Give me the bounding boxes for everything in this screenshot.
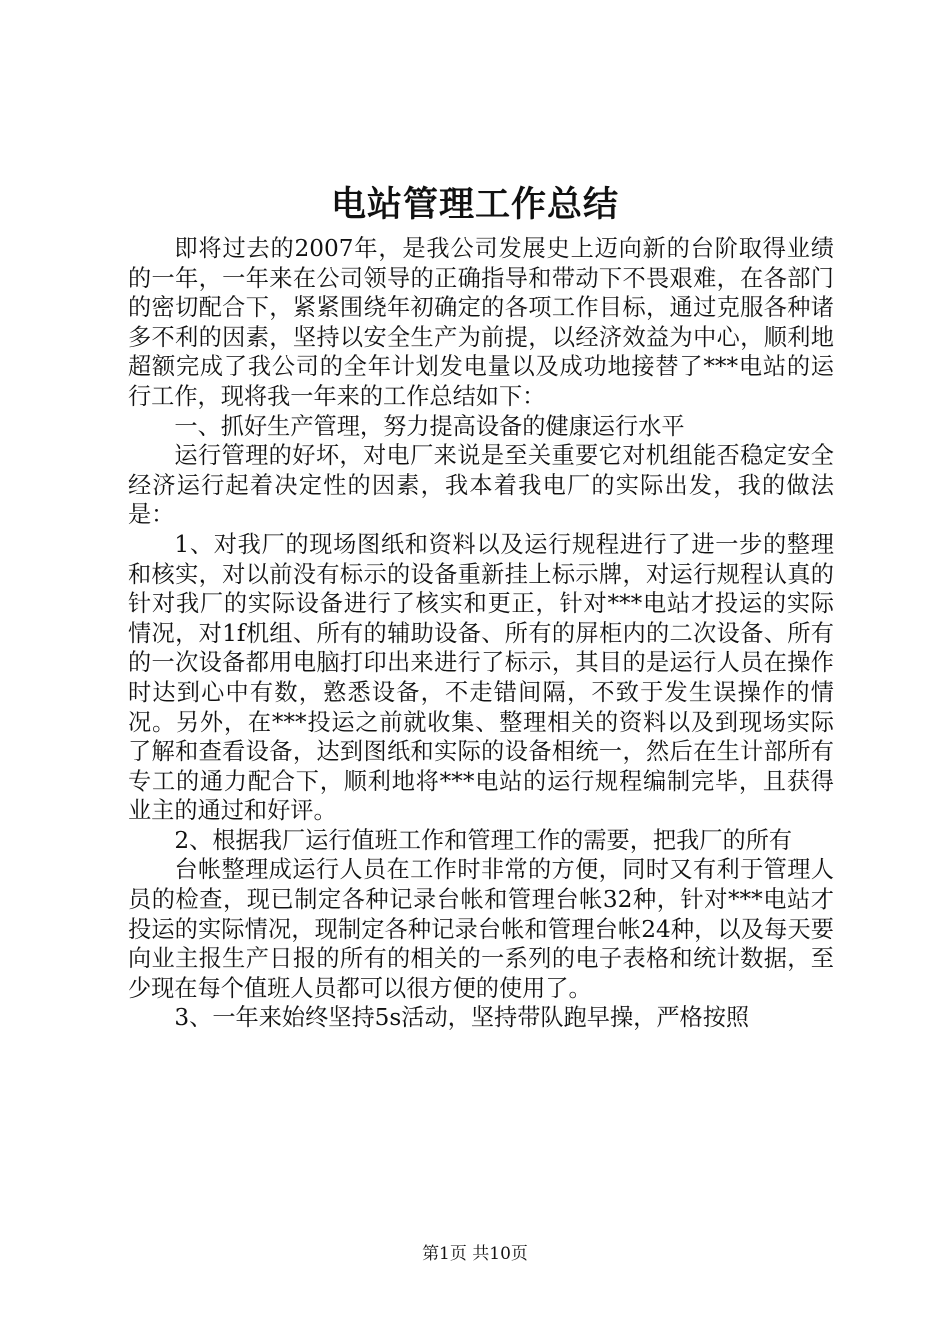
document-body (128, 234, 834, 1033)
list-item-1: 1、对我厂的现场图纸和资料以及运行规程进行了进一步的整理和核实，对以前没有标示的设备重新挂上标示牌，对运行规程认真的针对我厂的实际设备进行了核实和更正，针对***电站才投运的实际情况，对1f机组、所有的辅助设备、所有的屏柜内的二次设备、所有的一次设备都用电脑打印出来进行了标示，其目的是运行人员在操作时达到心中有数，憝悉设备，不走错间隔，不致于发生误操作的情况。另外，在***投运之前就收集、整理相关的资料以及到现场实际了解和查看设备，达到图纸和实际的设备相统一，然后在生计部所有专工的通力配合下，顺利地将***电站的运行规程编制完毕，且获得业主的通过和好评。 (128, 530, 834, 825)
section-paragraph: 运行管理的好坏，对电厂来说是至关重要它对机组能否稳定安全经济运行起着决定性的因素，我本着我电厂的实际出发，我的做法是： (128, 442, 834, 529)
page-footer: 第1页 共10页 (422, 1244, 528, 1264)
document-title: 电站管理工作总结 (330, 184, 619, 225)
section-heading-1: 一、抓好生产管理，努力提高设备的健康运行水平 (174, 412, 685, 440)
list-item-2: 2、根据我厂运行值班工作和管理工作的需要，把我厂的所有 (174, 826, 793, 854)
list-item-3: 3、一年来始终坚持5s活动，坚持带队跑早操，严格按照 (174, 1004, 750, 1032)
list-item-2-continuation: 台帐整理成运行人员在工作时非常的方便，同时又有利于管理人员的检查，现已制定各种记录台帐和管理台帐32种，针对***电站才投运的实际情况，现制定各种记录台帐和管理台帐24种，以及每天要向业主报生产日报的所有的相关的一系列的电子表格和统计数据，至少现在每个值班人员都可以很方便的使用了。 (128, 856, 834, 1002)
intro-paragraph: 即将过去的2007年，是我公司发展史上迈向新的台阶取得业绩的一年，一年来在公司领导的正确指导和带动下不畏艰难，在各部门的密切配合下，紧紧围绕年初确定的各项工作目标，通过克服各种诸多不利的因素，坚持以安全生产为前提，以经济效益为中心，顺利地超额完成了我公司的全年计划发电量以及成功地接替了***电站的运行工作，现将我一年来的工作总结如下： (128, 235, 834, 410)
